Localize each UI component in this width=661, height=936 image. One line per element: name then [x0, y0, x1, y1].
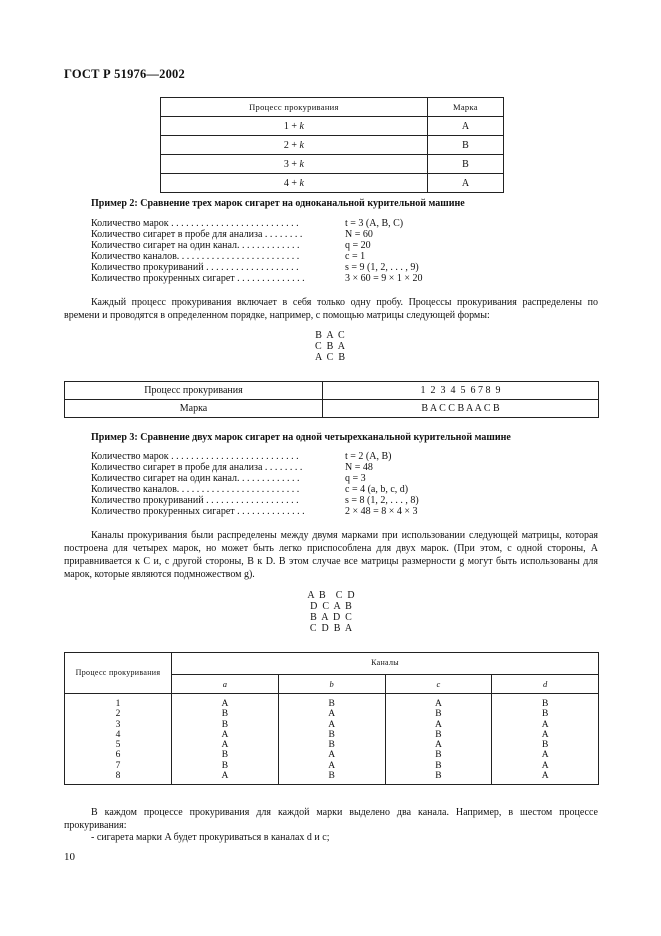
- mark-cell: B: [427, 136, 503, 155]
- channel-header-b: b: [278, 674, 385, 693]
- document-header: ГОСТ Р 51976—2002: [64, 67, 185, 81]
- channel-b-values: B A A B B A A B: [278, 694, 385, 785]
- column-header-process: Процесс прокуривания: [161, 98, 428, 117]
- table-row: [161, 136, 504, 155]
- example3-paragraph: Каналы прокуривания были распределены между двумя марками при использовании следующей матрицы, которая построена для четырех марок, но может быть легко приспособлена для двух марок. (При этом, с одной стороны, A приравнивается к C и, с другой стороны, B к D. В этом случае все матрицы размерности g могут быть использованы для марок, которые являются подмножеством g).: [64, 530, 598, 580]
- column-header-mark: Марка: [427, 98, 503, 117]
- mark-values: B A C C B A A C B: [323, 400, 599, 418]
- column-header-process: Процесс прокуривания: [65, 653, 172, 694]
- channel-header-c: c: [385, 674, 492, 693]
- table-row: [65, 382, 599, 400]
- example3-dash-item: - сигарета марки A будет прокуриваться в каналах d и c;: [91, 832, 330, 843]
- process-cell: 2 + k: [161, 136, 428, 155]
- example2-paragraph: Каждый процесс прокуривания включает в себя только одну пробу. Процессы прокуривания распределены по времени и проводятся в определенном порядке, например, с помощью матрицы следующей формы:: [64, 297, 598, 321]
- table-row: [65, 400, 599, 418]
- table-header-row: [161, 98, 504, 117]
- table-row: [161, 117, 504, 136]
- process-values: 1 2 3 4 5 6 7 8 9: [323, 382, 599, 400]
- page-number: 10: [64, 851, 75, 863]
- table-process-sequence: [64, 381, 599, 418]
- process-numbers: 1 2 3 4 5 6 7 8: [65, 694, 172, 785]
- process-cell: 3 + k: [161, 155, 428, 174]
- process-cell: 4 + k: [161, 174, 428, 193]
- example3-title: Пример 3: Сравнение двух марок сигарет на одной четырехканальной курительной машине: [91, 432, 511, 443]
- example3-matrix: A B C D D C A B B A D C C D B A: [307, 590, 355, 634]
- column-header-channels: Каналы: [172, 653, 599, 675]
- mark-cell: A: [427, 174, 503, 193]
- table-row: [161, 174, 504, 193]
- table-body-row: [65, 694, 599, 785]
- example2-title: Пример 2: Сравнение трех марок сигарет на одноканальной курительной машине: [91, 198, 465, 209]
- channel-header-d: d: [492, 674, 599, 693]
- example2-matrix: B A C C B A A C B: [314, 330, 345, 363]
- row-label-mark: Марка: [65, 400, 323, 418]
- channel-d-values: B B A A B A A A: [492, 694, 599, 785]
- table-process-mark: [160, 97, 504, 193]
- mark-cell: A: [427, 117, 503, 136]
- table-channels: [64, 652, 599, 785]
- row-label-process: Процесс прокуривания: [65, 382, 323, 400]
- channel-header-a: a: [172, 674, 279, 693]
- channel-c-values: A B A B A B B B: [385, 694, 492, 785]
- channel-a-values: A B B A A B B A: [172, 694, 279, 785]
- table-header-row: [65, 653, 599, 675]
- mark-cell: B: [427, 155, 503, 174]
- process-cell: 1 + k: [161, 117, 428, 136]
- table-row: [161, 155, 504, 174]
- document-page: ГОСТ Р 51976—2002 Процесс прокуривания Марка 1 + k A 2 + k B 3 + k B 4 + k A Пример 2: Сравнение трех марок сигарет на одноканальной курительной машине Количество марок . . . . . . . . . . . . . . . . . . . . . . . . . . t = 3 (A, B, C) Количество сигарет в пробе для анализа . . . . . . . . N = 60 Количество сигарет на один канал. . . . . . . . . . . . . q = 20 Количество каналов. . . . . . . . . . . . . . . . . . . . . . . . . c = 1 Количество прокуриваний . . . . . . . . . . . . . . . . . . . s = 9 (1, 2, . . . , 9) Количество прокуренных сигарет . . . . . . . . . . . . . . 3 × 60 = 9 × 1 × 20 Каждый процесс прокуривания включает в себя только одну пробу. Процессы прокуривания распределены по времени и проводятся в определенном порядке, например, с помощью матрицы следующей формы: B A C C B A A C B Процесс прокуривания 1 2 3 4 5 6 7 8 9 Марка B A C C B A A C B Пример 3: Сравнение двух марок сигарет на одной четырехканальной курительной машине Количество марок . . . . . . . . . . . . . . . . . . . . . . . . . . t = 2 (A, B) Количество сигарет в пробе для анализа . . . . . . . . N = 48 Количество сигарет на один канал. . . . . . . . . . . . . q = 3 Количество каналов. . . . . . . . . . . . . . . . . . . . . . . . . c = 4 (a, b, c, d) Количество прокуриваний . . . . . . . . . . . . . . . . . . . s = 8 (1, 2, . . . , 8) Количество прокуренных сигарет . . . . . . . . . . . . . . 2 × 48 = 8 × 4 × 3 Каналы прокуривания были распределены между двумя марками при использовании следующей матрицы, которая построена для четырех марок, но может быть легко приспособлена для двух марок. (При этом, с одной стороны, A приравнивается к C и, с другой стороны, B к D. В этом случае все матрицы размерности g могут быть использованы для марок, которые являются подмножеством g). A B C D D C A B B A D C C D B A Процесс прокуривания Каналы a b c d 1 2 3 4 5 6 7 8 A B B A A B B A B A A B B A A B A B A B A B B B B B A A B A A A В каждом процессе прокуривания для каждой марки выделено два канала. Например, в шестом процессе прокуривания: - сигарета марки A будет прокуриваться в каналах d и c; 10: [64, 67, 598, 863]
- example3-closing: В каждом процессе прокуривания для каждой марки выделено два канала. Например, в шестом процессе прокуривания:: [64, 807, 598, 831]
